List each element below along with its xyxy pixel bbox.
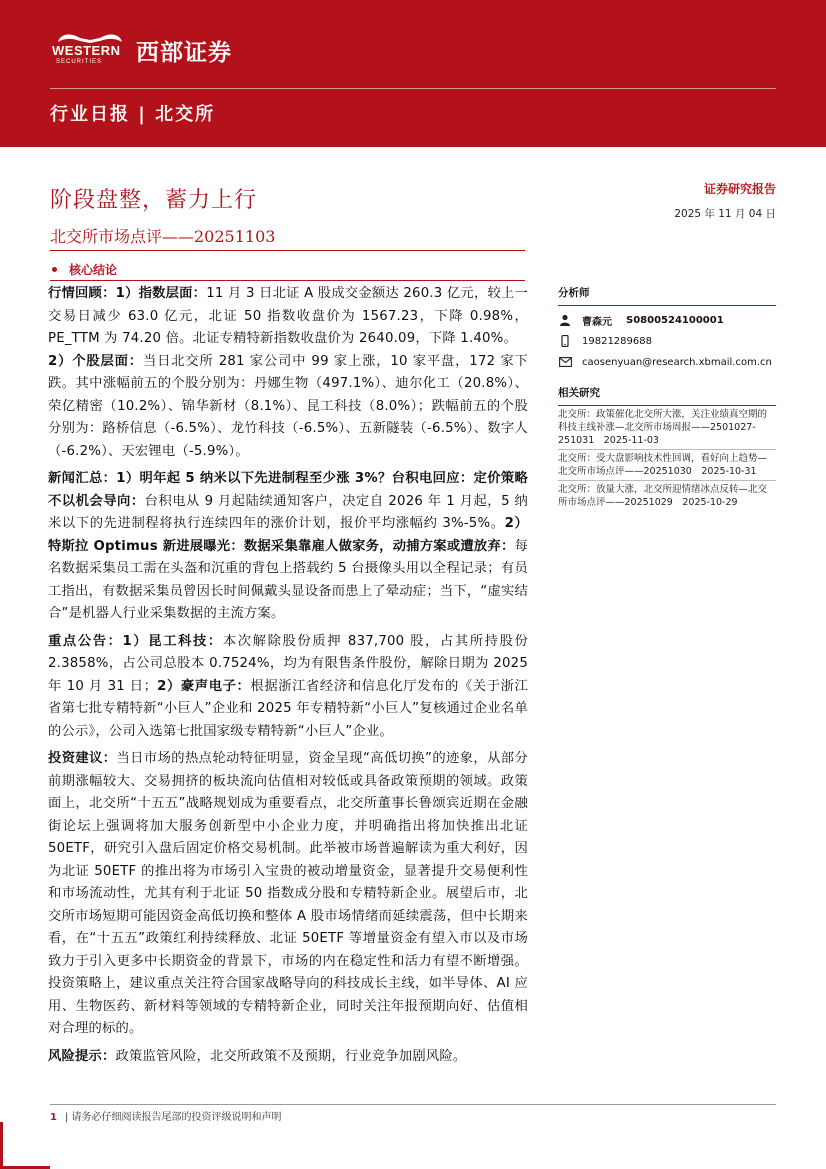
analyst-email[interactable]: caosenyuan@research.xbmail.com.cn [582,356,772,368]
core-conclusion-label: 核心结论 [69,262,118,277]
para-bold-lead: 风险提示： [48,1048,116,1064]
logo-text-en: WESTERN [52,43,121,58]
para-bold-lead: 重点公告：1）昆工科技： [48,633,223,649]
email-row [558,355,776,369]
related-research-item[interactable]: 北交所：放量大涨，北交所迎情绪冰点反转—北交所市场点评——20251029 2025-10-29 [558,480,776,511]
phone-icon [558,334,572,348]
para-text: 当日北交所 281 家公司中 99 家上涨，10 家平盘，172 家下跌。其中涨幅前五的个股分别为：丹娜生物（497.1%）、迪尔化工（20.8%）、荣亿精密（10.2%）、锦华新材（8.1%）、昆工科技（8.0%）；跌幅前五的个股分别为：路桥信息（-6.5%）、龙竹科技（-6.5%）、五新隧装（-6.5%）、数字人（-6.2%）、天宏锂电（-5.9%）。 [48,353,528,459]
analyst-certificate: S0800524100001 [626,314,724,326]
para-bold-lead: 2）特斯拉 Optimus 新进展曝光：数据采集靠雇人做家务，动捕方案或遭放弃： [48,516,529,554]
para-bold-lead: 2）个股层面： [48,353,143,369]
core-conclusion-heading [50,258,525,280]
header-divider [50,88,776,89]
title-divider [50,250,525,251]
para-text: 本次解除股份质押 837,700 股，占其所持股份 2.3858%，占公司总股本 0.7524%，均为有限售条件股份，解除日期为 2025 年 10 月 31 日； [48,633,528,694]
related-research-heading: 相关研究 [558,383,776,406]
para-text: 当日市场的热点轮动特征明显，资金呈现“高低切换”的迹象，从部分前期涨幅较大、交易拥挤的板块流向估值相对较低或具备政策预期的领域。政策面上，北交所“十五五”战略规划成为重要看点，北交所董事长鲁颂宾近期在金融街论坛上强调将加大服务创新型中小企业力度，并明确指出将加快推出北证 50ETF，研究引入盘后固定价格交易机制。此举被市场普遍解读为重大利好，因为北证 50ETF 的推出将为市场引入宝贵的被动增量资金，显著提升交易便利性和市场流动性，尤其有利于北证 50 指数成分股和专精特新企业。展望后市，北交所市场短期可能因资金高低切换和整体 A 股市场情绪而延续震荡，但中长期来看，在“十五五”政策红利持续释放、北证 50ETF 等增量资金有望入市以及市场致力于引入更多中长期资金的背景下，市场的内在稳定性和活力有望不断增强。投资策略上，建议重点关注符合国家战略导向的科技成长主线，如半导体、AI 应用、生物医药、新材料等领域的专精特新企业，同时关注年报预期向好、估值相对合理的标的。 [48,751,529,1036]
para-text: 11 月 3 日北证 A 股成交金额达 260.3 亿元，较上一交易日减少 63.0 亿元，北证 50 指数收盘价为 1567.23，下降 0.98%，PE_TTM 为 74.20 倍。北证专精特新指数收盘价为 2640.09，下降 1.40%。 [48,286,528,346]
analyst-name: 曹森元 [582,316,612,328]
report-title: 阶段盘整，蓄力上行 [50,188,258,213]
report-date: 2025 年 11 月 04 日 [674,208,776,220]
related-research-item[interactable]: 北交所：政策催化北交所大涨，关注业绩真空期的科技主线补涨—北交所市场周报——2501027-251031 2025-11-03 [558,409,768,446]
logo-mark [50,30,130,70]
report-header-banner [0,0,826,147]
corner-accent-vertical [0,1122,3,1169]
company-logo [50,30,232,70]
para-bold-lead: 2）豪声电子： [157,678,251,694]
main-body [48,283,528,1073]
footer-divider [50,1104,776,1105]
key-announcements-paragraph [48,631,528,744]
page-number: 1 [50,1112,57,1123]
market-review-paragraph [48,283,528,463]
para-bold-lead: 新闻汇总：1）明年起 5 纳米以下先进制程至少涨 3%？台积电回应：定价策略不以机会导向： [48,471,528,509]
investment-advice-paragraph [48,748,528,1041]
document-kind-label: 证券研究报告 [703,182,776,196]
para-bold-lead: 投资建议： [48,751,117,766]
footer-disclaimer: | 请务必仔细阅读报告尾部的投资评级说明和声明 [64,1112,282,1123]
analyst-row [558,313,776,327]
para-text: 台积电从 9 月起陆续通知客户，决定自 2026 年 1 月起，5 纳米以下的先进制程将执行连续四年的涨价计划，报价平均涨幅约 3%-5%。 [48,493,528,531]
logo-text-cn: 西部证券 [136,39,232,66]
logo-text-en-sub: SECURITIES [56,59,103,65]
phone-row [558,334,776,348]
page-footer [50,1108,282,1123]
report-type-label: 行业日报 | 北交所 [50,104,216,125]
news-summary-paragraph [48,468,528,626]
para-text: 每名数据采集员工需在头盔和沉重的背包上搭载约 5 台摄像头用以全程记录；有员工指出，有数据采集员曾因长时间佩戴头显设备而患上了晕动症；当下，“虚实结合”是机器人行业采集数据的主流方案。 [48,538,528,621]
para-text: 根据浙江省经济和信息化厅发布的《关于浙江省第七批专精特新“小巨人”企业和 2025 年专精特新“小巨人”复核通过企业名单的公示》，公司入选第七批国家级专精特新“小巨人”企业。 [48,678,529,739]
core-conclusion-divider [50,280,525,281]
bull-horns-icon [50,30,130,44]
person-icon [558,313,572,327]
analyst-phone: 19821289688 [582,335,652,347]
email-icon [558,355,572,369]
analyst-heading: 分析师 [558,283,776,306]
risk-warning-paragraph [48,1046,528,1069]
para-bold-lead: 行情回顾：1）指数层面： [48,286,207,301]
related-research-item[interactable]: 北交所：受大盘影响技术性回调，看好向上趋势—北交所市场点评——20251030 2025-10-31 [558,449,776,480]
bullet-dot-icon [52,267,57,272]
sidebar [558,283,776,511]
para-text: 政策监管风险，北交所政策不及预期，行业竞争加剧风险。 [115,1048,467,1064]
report-subtitle: 北交所市场点评——20251103 [50,227,276,246]
